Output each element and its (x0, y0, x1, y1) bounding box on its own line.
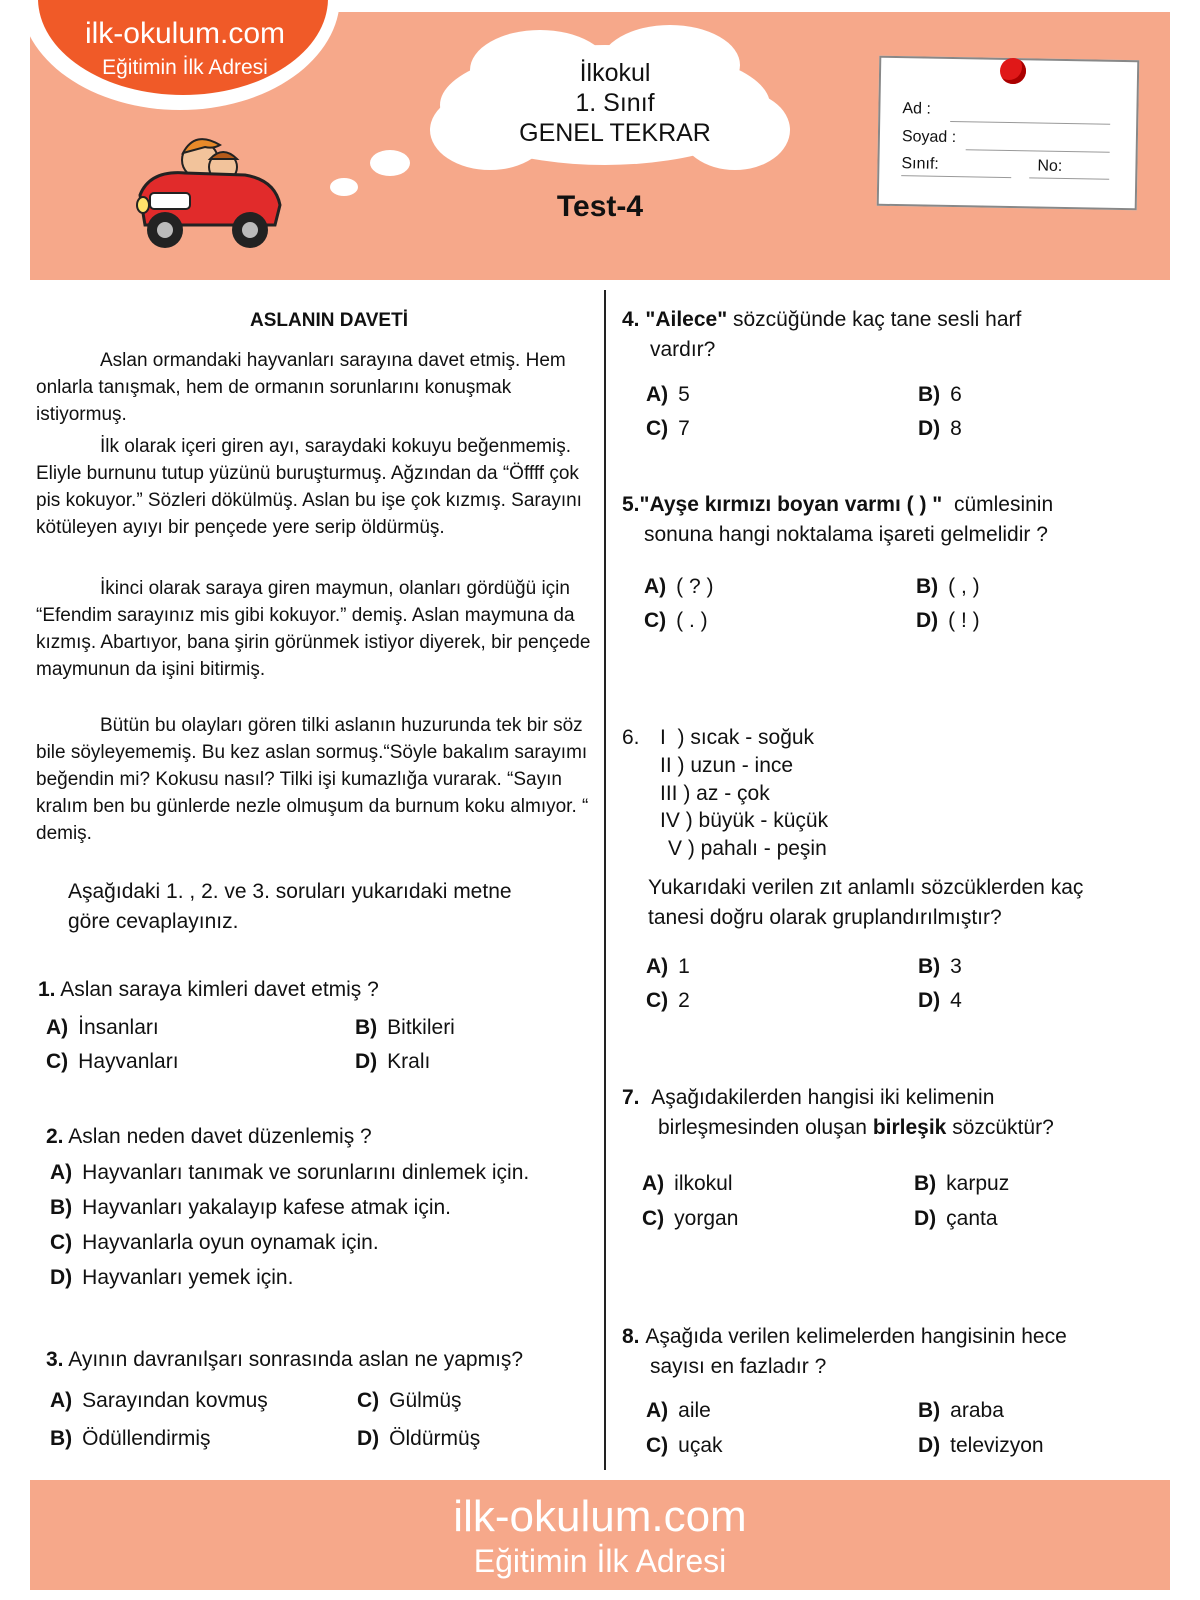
q6-pair: II ) uzun - ince (660, 754, 794, 777)
q4-option-b[interactable]: B) 6 (918, 383, 962, 406)
cartoon-car-illustration (125, 125, 305, 255)
q3-option-d[interactable]: D) Öldürmüş (357, 1427, 481, 1450)
q8-option-a[interactable]: A) aile (646, 1399, 711, 1422)
question-3: 3. Ayının davranılşarı sonrasında aslan ne yapmış? (46, 1348, 524, 1371)
q4-option-c[interactable]: C) 7 (646, 417, 690, 440)
school-level: İlkokul (579, 59, 651, 87)
footer-tagline: Eğitimin İlk Adresi (473, 1543, 727, 1579)
card-surname-label: Soyad : (901, 128, 957, 147)
q5-option-d[interactable]: D) ( ! ) (916, 609, 980, 632)
question-4: 4. "Ailece" sözcüğünde kaç tane sesli harf vardır? (622, 308, 1022, 361)
footer-site: ilk-okulum.com (453, 1492, 747, 1541)
question-7: 7. Aşağıdakilerden hangisi iki kelimenin birleşmesinden oluşan birleşik sözcüktür? (622, 1086, 1054, 1139)
question-2: 2. Aslan neden davet düzenlemiş ? (46, 1125, 372, 1148)
push-pin-icon (1000, 58, 1026, 84)
q8-option-c[interactable]: C) uçak (646, 1434, 723, 1457)
grade: 1. Sınıf (575, 89, 655, 117)
q3-option-b[interactable]: B) Ödüllendirmiş (50, 1427, 211, 1450)
q3-option-a[interactable]: A) Sarayından kovmuş (50, 1389, 268, 1412)
topic: GENEL TEKRAR (519, 119, 711, 147)
column-divider (604, 290, 606, 1470)
q1-option-a[interactable]: A) İnsanları (46, 1016, 159, 1039)
question-6: Yukarıdaki verilen zıt anlamlı sözcüklerden kaç tanesi doğru olarak gruplandırılmıştır? (648, 876, 1084, 929)
q3-option-c[interactable]: C) Gülmüş (357, 1389, 462, 1412)
q2-option-b[interactable]: B) Hayvanları yakalayıp kafese atmak için. (50, 1196, 452, 1219)
q8-option-b[interactable]: B) araba (918, 1399, 1004, 1422)
q7-option-d[interactable]: D) çanta (914, 1207, 998, 1230)
question-6-number: 6. (622, 726, 640, 749)
story-instruction: Aşağıdaki 1. , 2. ve 3. soruları yukarıdaki metne göre cevaplayınız. (68, 880, 512, 933)
question-1: 1. Aslan saraya kimleri davet etmiş ? (38, 978, 379, 1001)
story-paragraph: İlk olarak içeri giren ayı, saraydaki kokuyu beğenmemiş. Eliyle burnunu tutup yüzünü buruşturmuş. Ağzından da “Öffff çok pis kokuyor.” Sözleri dökülmüş. Aslan bu işe çok kızmış. Sarayını kötüleyen ayıyı bir pençede yere serip öldürmüş. (36, 436, 582, 538)
q6-pair: III ) az - çok (660, 782, 770, 805)
q4-option-d[interactable]: D) 8 (918, 417, 962, 440)
q1-option-c[interactable]: C) Hayvanları (46, 1050, 179, 1073)
q6-option-c[interactable]: C) 2 (646, 989, 690, 1012)
q7-option-a[interactable]: A) ilkokul (642, 1172, 733, 1195)
question-5: 5."Ayşe kırmızı boyan varmı ( ) " cümlesinin sonuna hangi noktalama işareti gelmelidir ? (622, 493, 1054, 546)
q6-pair: IV ) büyük - küçük (660, 809, 829, 832)
story-paragraph: Aslan ormandaki hayvanları sarayına davet etmiş. Hem onlarla tanışmak, hem de ormanın sorunlarını konuşmak istiyormuş. (36, 350, 566, 425)
q5-option-c[interactable]: C) ( . ) (644, 609, 708, 632)
q6-option-b[interactable]: B) 3 (918, 955, 962, 978)
q5-option-a[interactable]: A) ( ? ) (644, 575, 714, 598)
story-paragraph: Bütün bu olayları gören tilki aslanın huzurunda tek bir söz bile söyleyememiş. Bu kez aslan sormuş.“Söyle bakalım sarayımı beğendin mi? Kokusu nasıl? Tilki işi kumazlığa vurarak. “Sayın kralım ben bu günlerde nezle olmuşum da burnum koku almıyor. “ demiş. (36, 715, 589, 844)
q1-option-b[interactable]: B) Bitkileri (355, 1016, 455, 1039)
q6-option-d[interactable]: D) 4 (918, 989, 962, 1012)
card-number-label: No: (1037, 157, 1063, 175)
q6-option-a[interactable]: A) 1 (646, 955, 690, 978)
test-title: Test-4 (556, 190, 644, 223)
story-title: ASLANIN DAVETİ (250, 310, 408, 331)
logo-tagline: Eğitimin İlk Adresi (102, 56, 268, 79)
card-class-label: Sınıf: (901, 155, 939, 173)
q8-option-d[interactable]: D) televizyon (918, 1434, 1044, 1457)
q1-option-d[interactable]: D) Kralı (355, 1050, 431, 1073)
q2-option-c[interactable]: C) Hayvanlarla oyun oynamak için. (50, 1231, 379, 1254)
card-name-label: Ad : (902, 100, 932, 118)
story-paragraph: İkinci olarak saraya giren maymun, olanları gördüğü için “Efendim sarayınız mis gibi kokuyor.” demiş. Aslan maymuna da kızmış. Abartıyor, bana şirin görünmek istiyor diyerek, bir pençede maymunun da işini bitirmiş. (36, 578, 591, 680)
logo-site: ilk-okulum.com (84, 17, 286, 50)
q7-option-c[interactable]: C) yorgan (642, 1207, 739, 1230)
q5-option-b[interactable]: B) ( , ) (916, 575, 980, 598)
cloud-title (470, 58, 760, 148)
q2-option-d[interactable]: D) Hayvanları yemek için. (50, 1266, 294, 1289)
q6-pair: V ) pahalı - peşin (668, 837, 827, 860)
q7-option-b[interactable]: B) karpuz (914, 1172, 1010, 1195)
question-8: 8. Aşağıda verilen kelimelerden hangisinin hece sayısı en fazladır ? (622, 1325, 1067, 1378)
q4-option-a[interactable]: A) 5 (646, 383, 690, 406)
q2-option-a[interactable]: A) Hayvanları tanımak ve sorunlarını dinlemek için. (50, 1161, 530, 1184)
q6-pair: I ) sıcak - soğuk (660, 726, 815, 749)
